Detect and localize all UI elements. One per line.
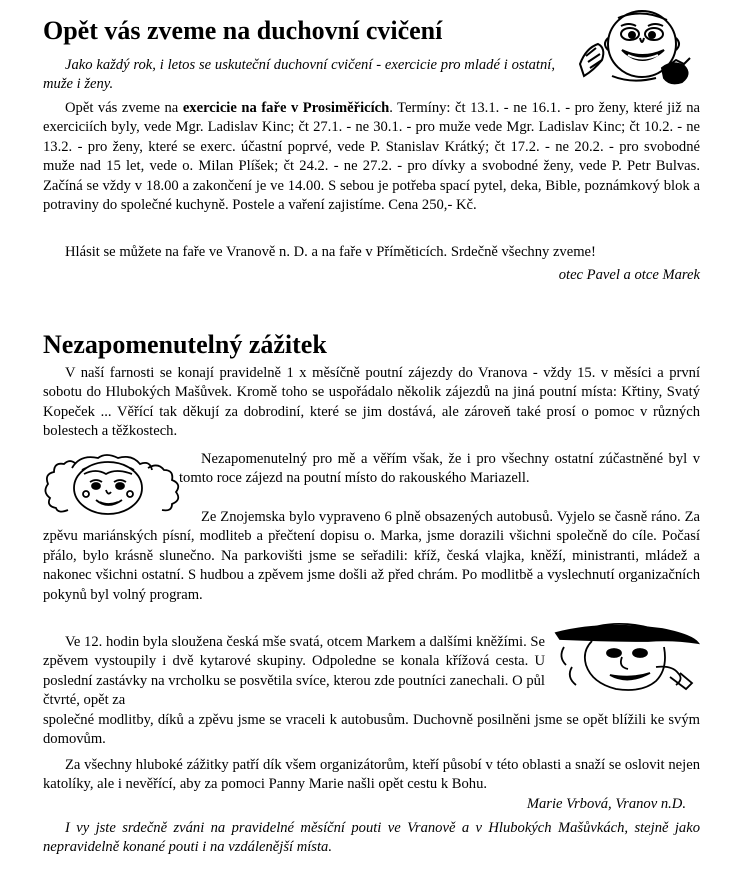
section1-body-bold: exercicie na faře v Prosiměřicích	[182, 100, 390, 116]
section2-closing: I vy jste srdečně zváni na pravidelné měsíční pouti ve Vranově a v Hlubokých Mašůvkách, stejně jako nepravidelně konané pouti i na vzdálenější místa.	[43, 820, 700, 856]
section1-intro: Jako každý rok, i letos se uskuteční duchovní cvičení - exercicie pro mladé i ostatní, muže i ženy.	[43, 57, 555, 93]
hat-figure-clipart-icon	[552, 617, 702, 699]
section2-paragraph-1: V naší farnosti se konají pravidelně 1 x měsíčně poutní zájezdy do Vranova - vždy 15. v měsíci a první sobotu do Hlubokých Mašůvek. Kromě toho se uspořádalo několik zájezdů na jiná poutní místa: Křtiny, Svatý Kopeček ... Věřící tak děkují za dobrodiní, které se jim dostává, ale zároveň také prosí o pomoc v různých bolestech a těžkostech.	[43, 365, 700, 440]
smiley-clipart-icon	[572, 4, 700, 88]
section2-paragraph-5: Za všechny hluboké zážitky patří dík všem organizátorům, kteří působí v této oblasti a snaží se oslovit nejen katolíky, ale i nevěřící, aby za pomoci Panny Marie našli opět cestu k Bohu.	[43, 757, 700, 793]
section1-signup: Hlásit se můžete na faře ve Vranově n. D. a na faře v Příměticích. Srdečně všechny zveme!	[65, 244, 596, 260]
section2-signature: Marie Vrbová, Vranov n.D.	[526, 796, 686, 812]
section1-title: Opět vás zveme na duchovní cvičení	[43, 16, 443, 45]
section2-paragraph-2: Nezapomenutelný pro mě a věřím však, že i pro všechny ostatní zúčastněné byl v tomto roce zájezd na poutní místo do rakouského Mariazell.	[179, 451, 700, 487]
section1-body	[43, 99, 700, 215]
section2-paragraph-4-wrap: Ve 12. hodin byla sloužena česká mše svatá, otcem Markem a dalšími kněžími. Se zpěvem vystoupily i dvě kytarové skupiny. Odpoledne se konala křížová cesta. U poslední zastávky na vrcholku se posvětila svíce, kterou zde poutníci zanechali. O půl čtvrté, opět za	[43, 634, 545, 709]
section1-body-rest: . Termíny: čt 13.1. - ne 16.1. - pro ženy, které již na exerciciích byly, vede Mgr. Ladislav Kinc; čt 27.1. - ne 30.1. - pro muže vede Mgr. Ladislav Kinc; čt 10.2. - ne 13.2. - pro ženy, které se exerc. účastní poprvé, vede P. Stanislav Krátký; čt 17.2. - ne 20.2. - pro svobodné muže nad 15 let, vede o. Milan Plíšek; čt 24.2. - ne 27.2. - pro dívky a svobodné ženy, vede P. Petr Bulvas. Začíná se vždy v 18.00 a zakončení je ve 14.00. S sebou je potřeba spací pytel, deka, Bible, poznámkový blok a potraviny do společné kuchyně. Postele a vaření zajistíme. Cena 250,- Kč.	[43, 100, 700, 214]
girl-face-clipart-icon	[40, 452, 185, 516]
section2-title: Nezapomenutelný zážitek	[43, 330, 327, 359]
section2-paragraph-4-rest: společné modlitby, díků a zpěvu jsme se vraceli k autobusům. Duchovně posilněni jsme se opět blížili ke svým domovům.	[43, 712, 700, 748]
section2-paragraph-3: Ze Znojemska bylo vypraveno 6 plně obsazených autobusů. Vyjelo se časně ráno. Za zpěvu mariánských písní, modliteb a přečtení dopisu o. Marka, jsme dorazili všichni společně do cíle. Počasí přálo, bylo krásně slunečno. Na parkovišti jsme se seřadili: kříž, česká vlajka, kněží, ministranti, mládež a nakonec všichni ostatní. S hudbou a zpěvem jsme došli až před chrám. Po modlitbě a vyslechnutí organizačních pokynů byl volný program.	[43, 509, 700, 603]
section1-signature: otec Pavel a otce Marek	[558, 267, 700, 283]
section1-body-lead: Opět vás zveme na	[65, 100, 183, 116]
